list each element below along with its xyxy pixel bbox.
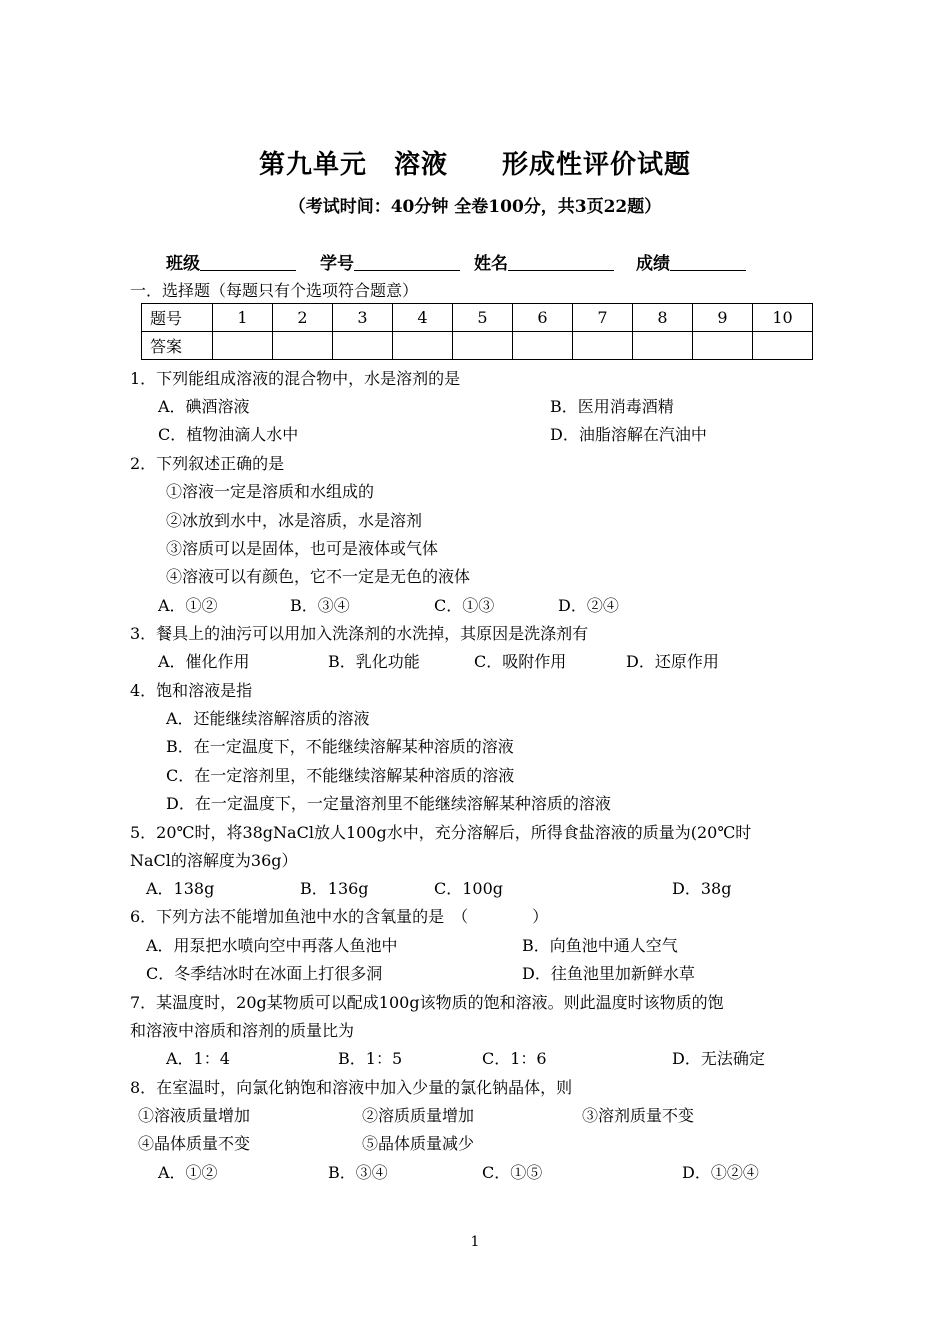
- answer-cell[interactable]: [753, 332, 813, 360]
- answer-table: [141, 303, 813, 360]
- q1-option-b: B．医用消毒酒精: [550, 397, 674, 416]
- q2-statement-2: ②冰放到水中，冰是溶质，水是溶剂: [166, 511, 423, 530]
- number-blank[interactable]: [354, 252, 460, 271]
- q8-option-a: A．①②: [158, 1163, 218, 1182]
- answer-cell[interactable]: [213, 332, 273, 360]
- q3-option-b: B．乳化功能: [328, 652, 420, 671]
- answer-cell[interactable]: [573, 332, 633, 360]
- q2-statement-3: ③溶质可以是固体，也可是液体或气体: [166, 539, 439, 558]
- number-label: 学号: [320, 254, 354, 274]
- q3-option-d: D．还原作用: [626, 652, 719, 671]
- q6-option-b: B．向鱼池中通人空气: [522, 936, 678, 955]
- question-5-cont: NaCl的溶解度为36g）: [130, 851, 298, 870]
- class-label: 班级: [166, 254, 200, 274]
- q2-option-d: D．②④: [558, 596, 619, 615]
- table-row: [142, 332, 813, 360]
- section-heading: 一．选择题（每题只有个选项符合题意）: [130, 281, 419, 300]
- q2-statement-4: ④溶液可以有颜色，它不一定是无色的液体: [166, 567, 471, 586]
- q3-option-c: C．吸附作用: [474, 652, 567, 671]
- question-8: 8．在室温时，向氯化钠饱和溶液中加入少量的氯化钠晶体，则: [130, 1078, 573, 1097]
- name-label: 姓名: [474, 254, 508, 274]
- question-2: 2．下列叙述正确的是: [130, 454, 285, 473]
- table-cell: 5: [453, 304, 513, 332]
- q4-option-a: A．还能继续溶解溶质的溶液: [166, 709, 370, 728]
- table-cell: 9: [693, 304, 753, 332]
- q8-statement-2: ②溶质质量增加: [362, 1106, 475, 1125]
- question-7: 7．某温度时，20g某物质可以配成100g该物质的饱和溶液。则此温度时该物质的饱: [130, 993, 724, 1012]
- question-6: 6．下列方法不能增加鱼池中水的含氧量的是 （ ）: [130, 907, 549, 926]
- q2-option-c: C．①③: [434, 596, 495, 615]
- table-cell: 2: [273, 304, 333, 332]
- class-field: [166, 249, 296, 274]
- question-5: 5．20℃时，将38gNaCl放人100g水中，充分溶解后，所得食盐溶液的质量为(20℃时: [130, 823, 752, 842]
- q8-statement-3: ③溶剂质量不变: [582, 1106, 695, 1125]
- q8-option-b: B．③④: [328, 1163, 388, 1182]
- answer-cell[interactable]: [273, 332, 333, 360]
- table-row: [142, 304, 813, 332]
- table-cell: 8: [633, 304, 693, 332]
- q7-option-c: C．1：6: [482, 1049, 547, 1068]
- exam-subtitle: （考试时间：40分钟 全卷100分，共3页22题）: [288, 197, 662, 217]
- q5-option-d: D．38g: [672, 879, 732, 898]
- q3-option-a: A．催化作用: [158, 652, 250, 671]
- question-7-cont: 和溶液中溶质和溶剂的质量比为: [130, 1021, 355, 1040]
- row-label-number: 题号: [142, 304, 213, 332]
- table-cell: 10: [753, 304, 813, 332]
- q8-option-c: C．①⑤: [482, 1163, 543, 1182]
- class-blank[interactable]: [200, 252, 296, 271]
- table-cell: 3: [333, 304, 393, 332]
- q6-option-d: D．往鱼池里加新鲜水草: [522, 964, 695, 983]
- q7-option-d: D．无法确定: [672, 1049, 765, 1068]
- q5-option-a: A．138g: [146, 879, 215, 898]
- q7-option-a: A．1：4: [166, 1049, 230, 1068]
- answer-cell[interactable]: [393, 332, 453, 360]
- q2-option-b: B．③④: [290, 596, 350, 615]
- q4-option-d: D．在一定温度下，一定量溶剂里不能继续溶解某种溶质的溶液: [166, 794, 611, 813]
- answer-cell[interactable]: [513, 332, 573, 360]
- page-title: 第九单元 溶液 形成性评价试题: [258, 150, 691, 180]
- page-number: 1: [470, 1234, 480, 1250]
- q2-statement-1: ①溶液一定是溶质和水组成的: [166, 482, 375, 501]
- q5-option-c: C．100g: [434, 879, 504, 898]
- q8-statement-4: ④晶体质量不变: [138, 1134, 251, 1153]
- table-cell: 7: [573, 304, 633, 332]
- number-field: [320, 249, 460, 274]
- q5-option-b: B．136g: [300, 879, 369, 898]
- answer-cell[interactable]: [333, 332, 393, 360]
- answer-cell[interactable]: [633, 332, 693, 360]
- q4-option-b: B．在一定温度下，不能继续溶解某种溶质的溶液: [166, 737, 514, 756]
- table-cell: 1: [213, 304, 273, 332]
- q1-option-a: A．碘酒溶液: [158, 397, 250, 416]
- q8-statement-5: ⑤晶体质量减少: [362, 1134, 475, 1153]
- question-1: 1．下列能组成溶液的混合物中，水是溶剂的是: [130, 369, 461, 388]
- row-label-answer: 答案: [142, 332, 213, 360]
- score-blank[interactable]: [670, 252, 746, 271]
- q2-option-a: A．①②: [158, 596, 218, 615]
- q7-option-b: B．1：5: [338, 1049, 403, 1068]
- q8-option-d: D．①②④: [682, 1163, 759, 1182]
- q1-option-d: D．油脂溶解在汽油中: [550, 425, 707, 444]
- q4-option-c: C．在一定溶剂里，不能继续溶解某种溶质的溶液: [166, 766, 515, 785]
- table-cell: 6: [513, 304, 573, 332]
- q6-option-a: A．用泵把水喷向空中再落人鱼池中: [146, 936, 398, 955]
- q6-option-c: C．冬季结冰时在冰面上打很多洞: [146, 964, 383, 983]
- name-blank[interactable]: [508, 252, 614, 271]
- name-field: [474, 249, 614, 274]
- answer-cell[interactable]: [453, 332, 513, 360]
- score-field: [636, 249, 746, 274]
- table-cell: 4: [393, 304, 453, 332]
- question-4: 4．饱和溶液是指: [130, 681, 253, 700]
- q1-option-c: C．植物油滴人水中: [158, 425, 299, 444]
- q8-statement-1: ①溶液质量增加: [138, 1106, 251, 1125]
- score-label: 成绩: [636, 254, 670, 274]
- question-3: 3．餐具上的油污可以用加入洗涤剂的水洗掉，其原因是洗涤剂有: [130, 624, 589, 643]
- answer-cell[interactable]: [693, 332, 753, 360]
